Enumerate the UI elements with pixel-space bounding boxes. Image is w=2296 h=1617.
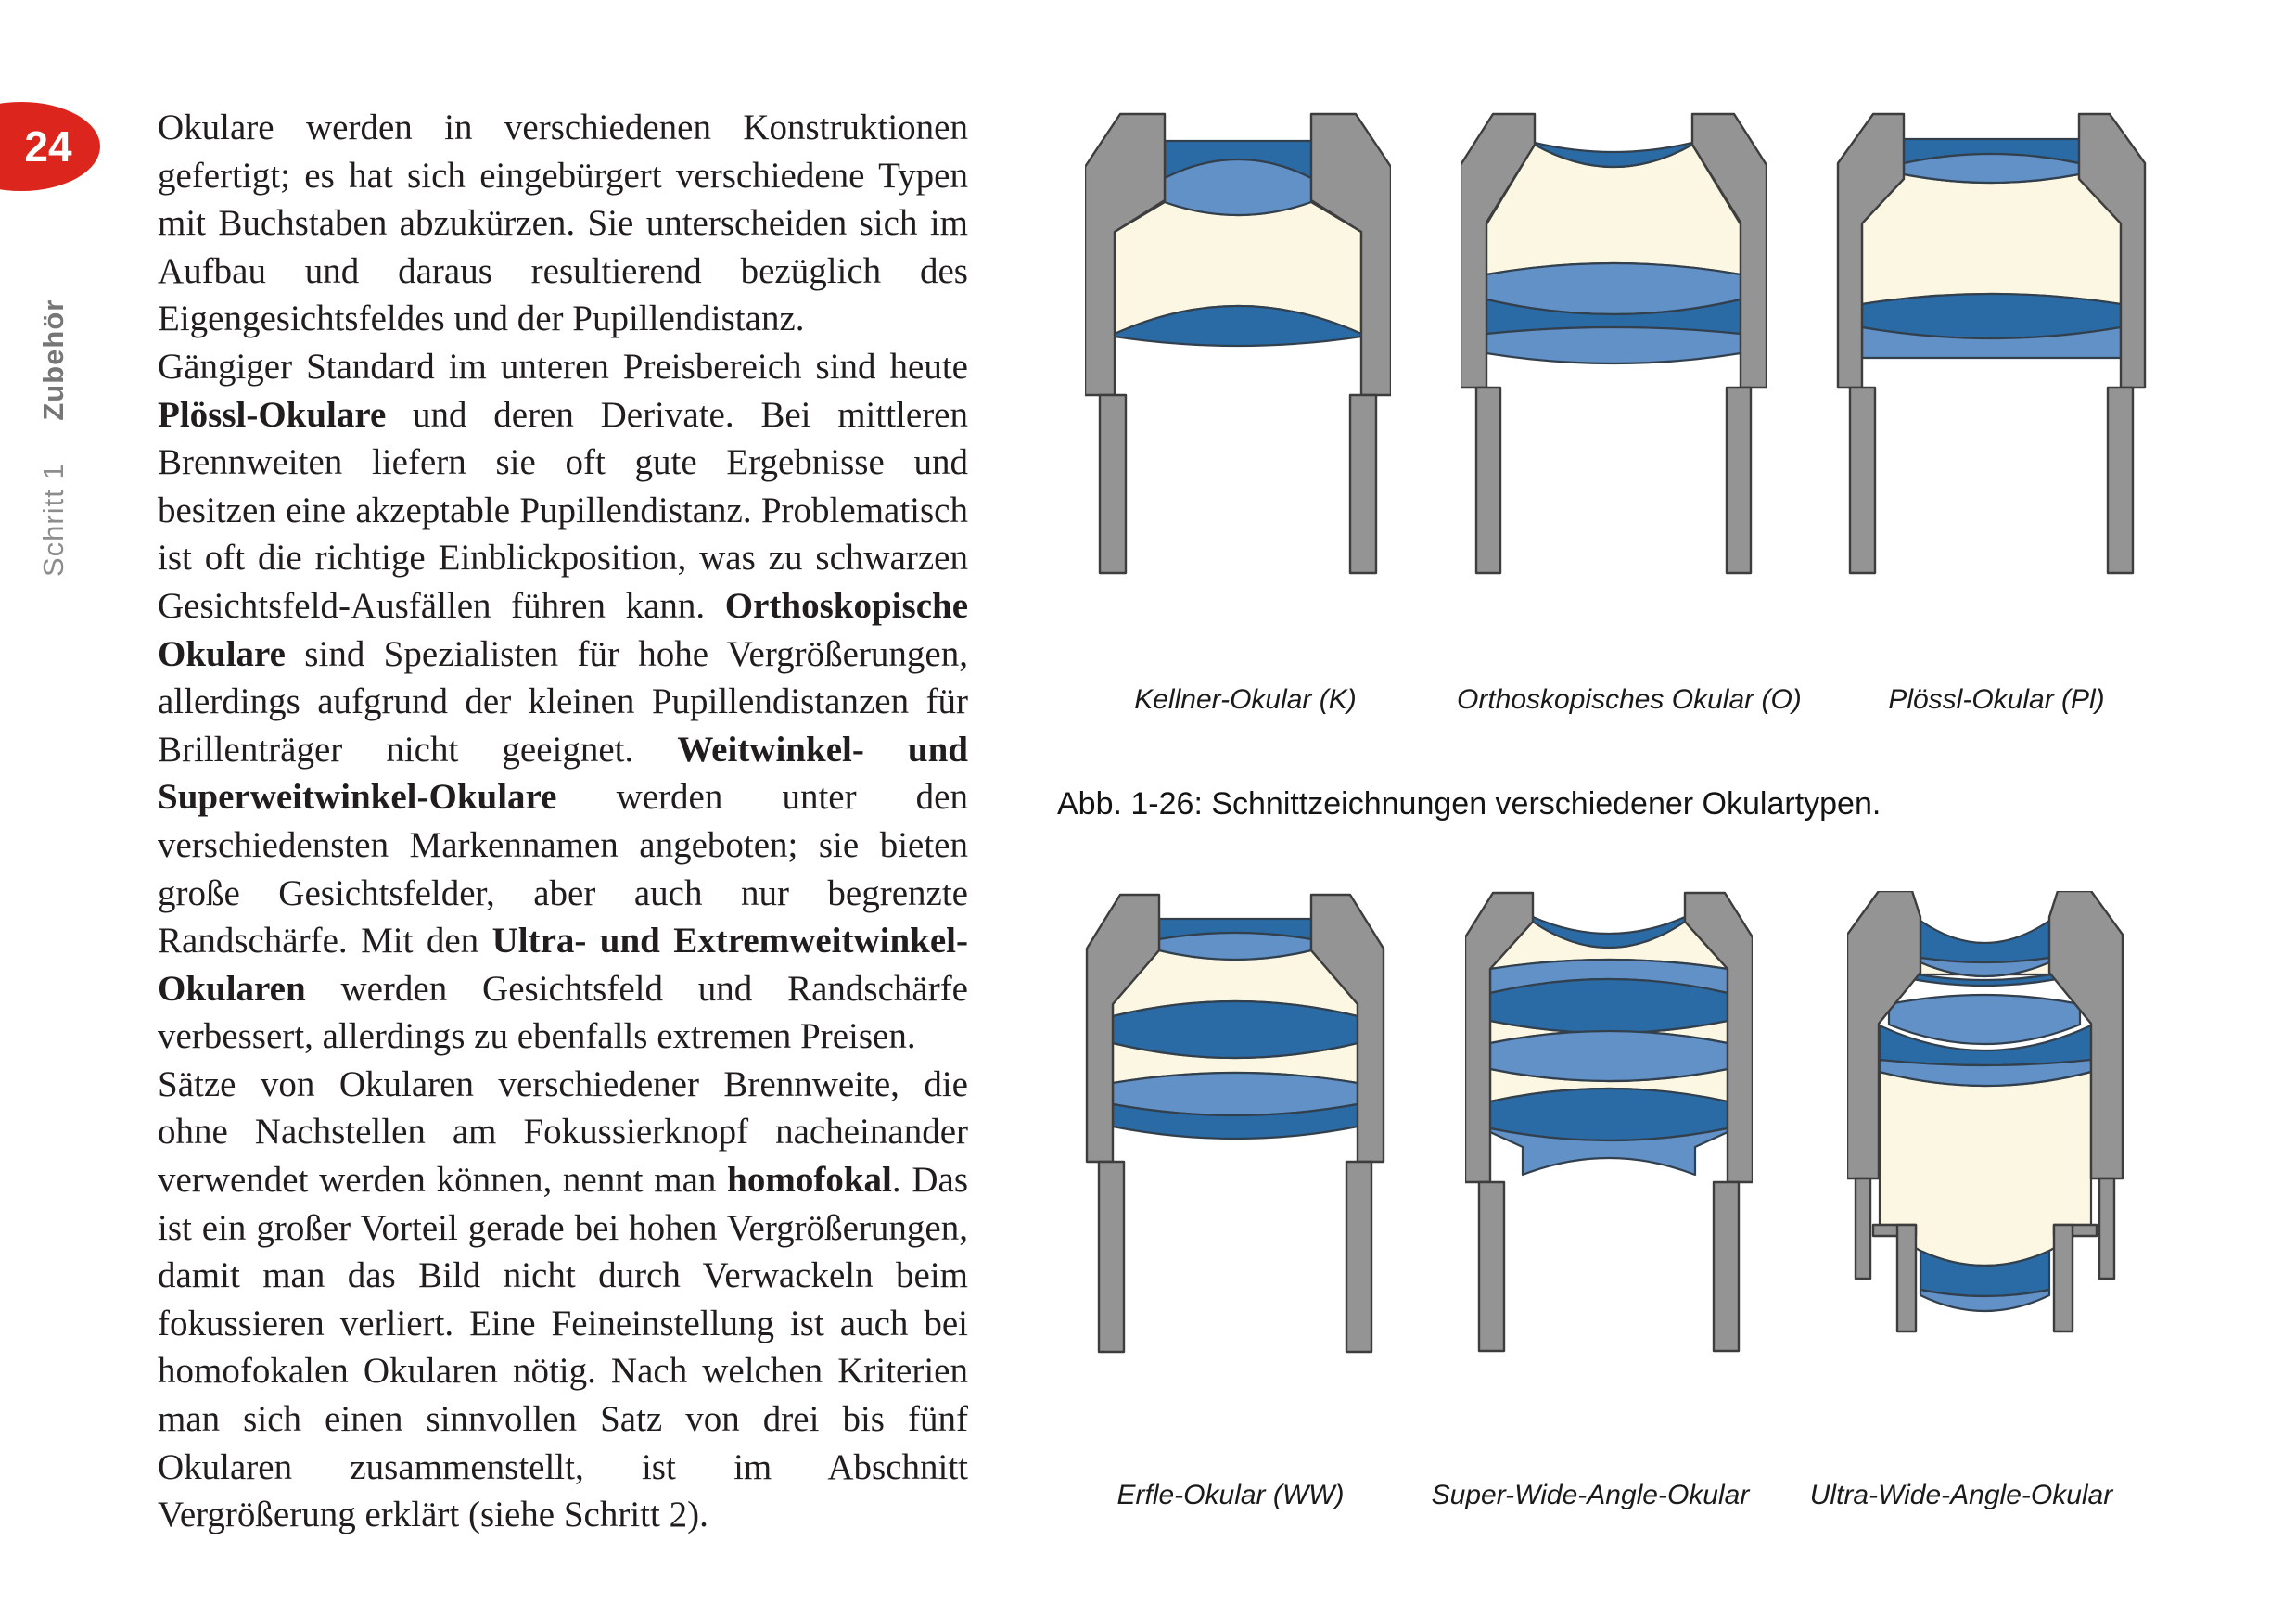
article-text [158,104,968,1539]
emphasized-term: homofokal [727,1160,892,1201]
figure-label-kellner: Kellner-Okular (K) [1134,684,1357,715]
sidebar-section-label: Zubehör [37,299,70,421]
page-number-badge [0,102,100,191]
paragraph [158,1061,968,1539]
figure-label-orthoscopic: Orthoskopisches Okular (O) [1457,684,1802,715]
lens5-dark [1490,1089,1728,1140]
sidebar-chapter-label [37,299,70,577]
barrel-tube-right [1727,388,1751,573]
barrel-tube-left [1850,388,1875,573]
kellner-eyepiece-diagram [1085,111,1391,575]
eye-lens-dark [1920,921,2049,962]
text-run: werden Gesichtsfeld und Randschärfe verbessert, allerdings zu ebenfalls extremen Preisen. [158,968,968,1057]
sidebar-step-label: Schritt 1 [37,463,70,577]
barrel-tube-left [1476,388,1500,573]
barrel-tube-right [1350,395,1376,573]
triplet-lower-light [1486,327,1741,363]
paragraph [158,343,968,1061]
page-number: 24 [24,122,72,171]
outer-tube-left [1856,1178,1870,1279]
barrel-tube-right [1346,1162,1371,1352]
barrel-tube-left [1479,1182,1504,1351]
inner-tube-left [1897,1225,1916,1331]
eye-lens-light [1159,933,1311,960]
field-lens-dark [1862,294,2121,338]
inner-tube-right [2054,1225,2073,1331]
barrel-tube-right [1714,1182,1739,1351]
text-run: werden unter den verschiedensten Markennamen angeboten; sie bieten große Gesichtsfelder, aber auch nur begrenzte Randschärfe. Mit den [158,777,968,961]
paragraph [158,104,968,343]
ploessl-eyepiece-diagram [1836,111,2147,575]
figure-label-super-wide-angle: Super-Wide-Angle-Okular [1431,1480,1750,1510]
orthoscopic-eyepiece-diagram [1461,111,1767,575]
text-run: sind Spezialisten für hohe Vergrößerungen, allerdings aufgrund der kleinen Pupillendistanzen für Brillenträger nicht geeignet. [158,633,968,770]
figure-label-ultra-wide-angle: Ultra-Wide-Angle-Okular [1809,1480,2113,1510]
super-wide-angle-eyepiece-diagram [1465,891,1753,1355]
barrel-tube-left [1100,395,1126,573]
emphasized-term: Weitwinkel- und Superweitwinkel-Okulare [158,729,968,818]
text-run: Gängiger Standard im unteren Preisbereich sind heute [158,346,968,387]
emphasized-term: Ultra- und Extremweitwinkel-Okularen [158,921,968,1009]
text-run: und deren Derivate. Bei mittleren Brennweiten liefern sie oft gute Ergebnisse und besitzen eine akzeptable Pupillendistanz. Problematisch ist oft die richtige Einblickposition, was zu schwarzen Gesichtsfeld-Ausfällen führen kann. [158,394,968,626]
text-run: . Das ist ein großer Vorteil gerade bei hohen Vergrößerungen, damit man das Bild nicht durch Verwackeln beim fokussieren verliert. Eine Feineinstellung ist auch bei homofokalen Okularen nötig. Nach welchen Kriterien man sich einen sinnvollen Satz von drei bis fünf Okularen zusammenstellt, ist im Abschnitt Vergrößerung erklärt (siehe Schritt 2). [158,1160,969,1535]
figure-label-ploessl: Plössl-Okular (Pl) [1888,684,2105,715]
ultra-wide-angle-eyepiece-diagram [1847,891,2125,1345]
lens3-dark [1490,979,1728,1033]
erfle-eyepiece-diagram [1082,891,1388,1355]
figure-caption: Abb. 1-26: Schnittzeichnungen verschiedener Okulartypen. [1057,786,1881,821]
glass-area [1862,174,2121,304]
middle-lens-dark [1113,1001,1358,1058]
barrel-tube-left [1099,1162,1124,1352]
eye-lens-light [1165,159,1311,215]
barrel-tube-right [2108,388,2133,573]
lens4-light [1889,995,2080,1044]
eye-lens-light [1904,154,2079,183]
emphasized-term: Orthoskopische Okulare [158,585,968,674]
outer-tube-right [2099,1178,2114,1279]
text-run: Sätze von Okularen verschiedener Brennweite, die ohne Nachstellen am Fokussierknopf nacheinander verwendet werden können, nennt man [158,1063,968,1201]
figure-label-erfle: Erfle-Okular (WW) [1116,1480,1345,1510]
emphasized-term: Plössl-Okulare [158,394,387,435]
lens4-light [1490,1031,1728,1081]
text-run: Okulare werden in verschiedenen Konstruktionen gefertigt; es hat sich eingebürgert verschiedene Typen mit Buchstaben abzukürzen. Sie unterscheiden sich im Aufbau und daraus resultierend bezüglich des Eigengesichtsfeldes und der Pupillendistanz. [158,108,968,339]
